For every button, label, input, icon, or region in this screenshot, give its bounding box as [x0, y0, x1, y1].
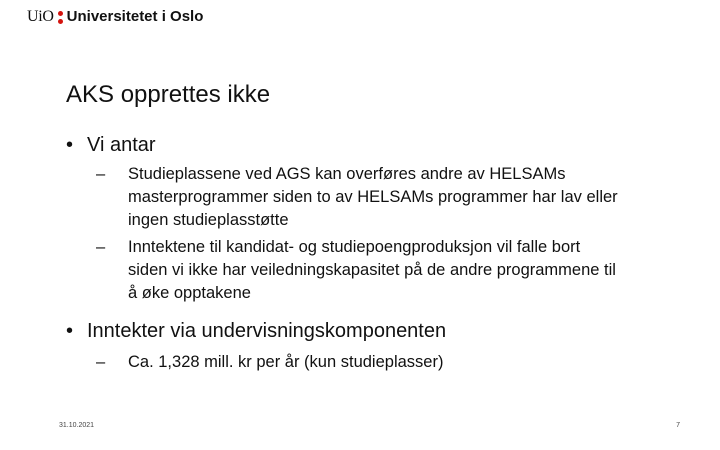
- slide-title: AKS opprettes ikke: [66, 81, 271, 108]
- logo-dot-top: [58, 11, 63, 16]
- sub-bullet-2-1-line-1: Ca. 1,328 mill. kr per år (kun studieplasser): [128, 353, 444, 371]
- sub-bullet-2-1: [96, 351, 688, 374]
- logo-dots-icon: [58, 11, 63, 24]
- bullet-1: [62, 133, 702, 157]
- bullet-2: [62, 319, 702, 343]
- logo-name: Universitetet i Oslo: [66, 8, 204, 25]
- sub-bullet-1-2-line-2: siden vi ikke har veiledningskapasitet på de andre programmene til: [128, 261, 616, 279]
- dash-marker: –: [96, 165, 106, 183]
- sub-bullet-1-1: [96, 163, 688, 232]
- bullet-2-text: Inntekter via undervisningskomponenten: [87, 320, 447, 342]
- uio-logo: [27, 8, 203, 26]
- footer-date: 31.10.2021: [59, 422, 95, 429]
- slide-body: [62, 133, 702, 374]
- sub-bullet-1-1-line-1: Studieplassene ved AGS kan overføres andre av HELSAMs: [128, 165, 566, 183]
- logo-dot-bottom: [58, 19, 63, 24]
- bullet-marker: •: [66, 134, 74, 156]
- sub-bullet-1-1-line-2: masterprogrammer siden to av HELSAMs programmer har lav eller: [128, 188, 618, 206]
- dash-marker: –: [96, 238, 106, 256]
- dash-marker: –: [96, 353, 106, 371]
- logo-mark: UiO: [27, 8, 54, 25]
- page-number: 7: [676, 422, 680, 429]
- sub-bullet-1-2-line-1: Inntektene til kandidat- og studiepoengproduksjon vil falle bort: [128, 238, 581, 256]
- sub-bullet-1-1-line-3: ingen studieplasstøtte: [128, 211, 289, 229]
- sub-bullet-1-2: [96, 236, 688, 305]
- bullet-marker: •: [66, 320, 74, 342]
- sub-bullet-1-2-line-3: å øke opptakene: [128, 284, 251, 302]
- bullet-1-text: Vi antar: [87, 134, 156, 156]
